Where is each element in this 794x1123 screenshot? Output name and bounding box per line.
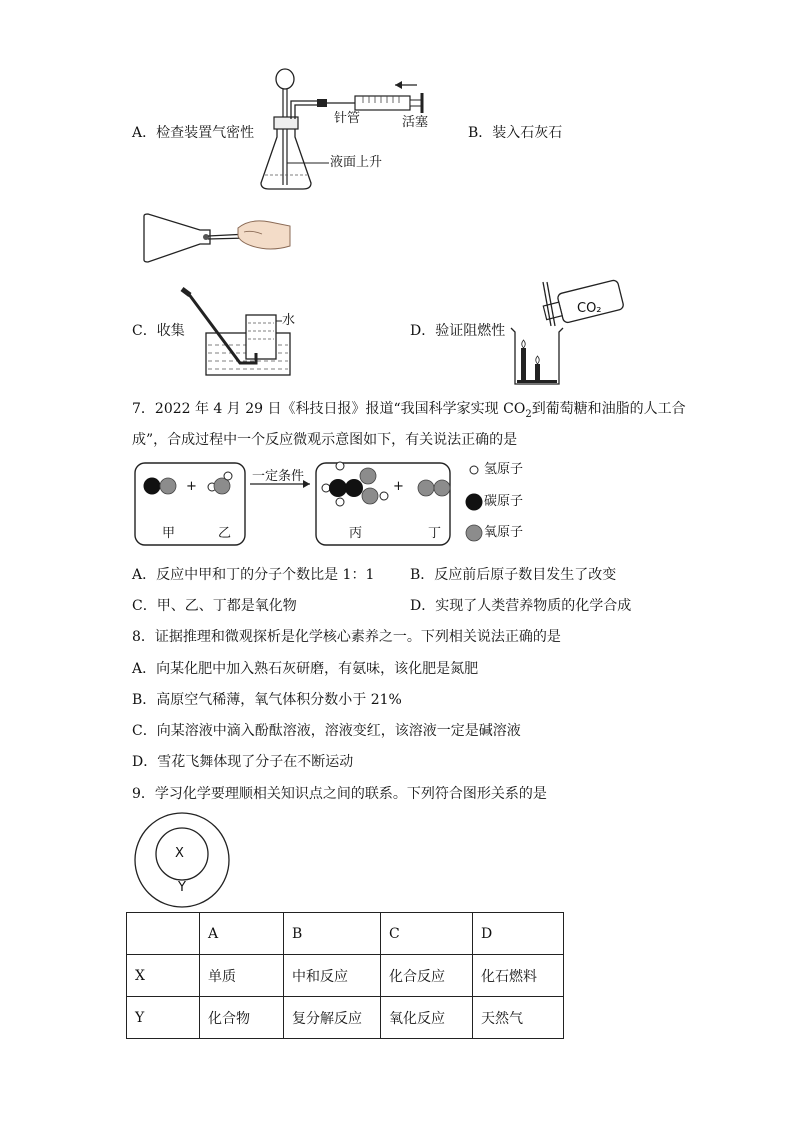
q6-option-d-label: D．验证阻燃性 [410,323,506,339]
q7-option-a: A．反应中甲和丁的分子个数比是 1：1 [132,567,375,583]
table-cell: 中和反应 [284,955,381,997]
legend-carbon: 碳原子 [484,494,524,509]
table-cell: X [127,955,200,997]
table-cell: 氧化反应 [381,997,473,1039]
condition-label: 一定条件 [252,469,305,484]
q7-stem-line2: 成”，合成过程中一个反应微观示意图如下，有关说法正确的是 [132,432,518,448]
airtightness-apparatus-figure [255,65,455,200]
yi-label: 乙 [218,526,232,541]
reaction-diagram [134,460,514,550]
plunger-label: 活塞 [402,115,429,130]
q7-option-b: B．反应前后原子数目发生了改变 [410,567,617,583]
gas-collection-figure [180,285,295,380]
q6-option-a-label: A．检查装置气密性 [132,125,255,141]
table-row [127,955,564,997]
jia-label: 甲 [162,526,176,541]
table-cell: D [473,913,564,955]
circle-inner-label: X [175,846,184,861]
ding-label: 丁 [428,526,442,541]
plus-sign-right: + [393,479,404,494]
table-cell: 化合反应 [381,955,473,997]
q8-option-b: B．高原空气稀薄，氧气体积分数小于 21% [132,692,402,708]
legend-oxygen: 氧原子 [484,525,524,540]
legend-hydrogen: 氢原子 [484,462,524,477]
q8-option-a: A．向某化肥中加入熟石灰研磨，有氨味，该化肥是氮肥 [132,661,479,677]
table-header-row [127,913,564,955]
table-cell: 化石燃料 [473,955,564,997]
q7-option-d: D．实现了人类营养物质的化学合成 [410,598,632,614]
bing-label: 丙 [349,526,363,541]
q8-option-d: D．雪花飞舞体现了分子在不断运动 [132,754,354,770]
water-label: 水 [282,313,296,328]
table-cell: A [200,913,284,955]
circle-outer-label: Y [178,880,186,895]
q9-options-table [126,912,564,1039]
table-cell: C [381,913,473,955]
plus-sign-left: + [186,479,197,494]
loading-limestone-figure [140,210,295,270]
q6-option-b-label: B．装入石灰石 [468,125,563,141]
table-cell [127,913,200,955]
table-cell: 复分解反应 [284,997,381,1039]
co2-label: CO₂ [577,301,602,316]
q6-option-c-label: C．收集 [132,323,185,339]
q7-option-c: C．甲、乙、丁都是氧化物 [132,598,297,614]
co2-candles-figure [505,278,630,390]
needle-label: 针管 [334,111,361,126]
q8-stem: 8．证据推理和微观探析是化学核心素养之一。下列相关说法正确的是 [132,629,561,645]
table-cell: 化合物 [200,997,284,1039]
table-cell: B [284,913,381,955]
liquid-rise-label: 液面上升 [330,155,383,170]
table-cell: 天然气 [473,997,564,1039]
q9-stem: 9．学习化学要理顺相关知识点之间的联系。下列符合图形关系的是 [132,786,547,802]
q7-stem-line1: 7．2022 年 4 月 29 日《科技日报》报道“我国科学家实现 $CO_2$到葡萄糖和油脂的人工合 [132,401,686,420]
table-cell: Y [127,997,200,1039]
table-row [127,997,564,1039]
table-cell: 单质 [200,955,284,997]
q8-option-c: C．向某溶液中滴入酚酞溶液，溶液变红，该溶液一定是碱溶液 [132,723,521,739]
